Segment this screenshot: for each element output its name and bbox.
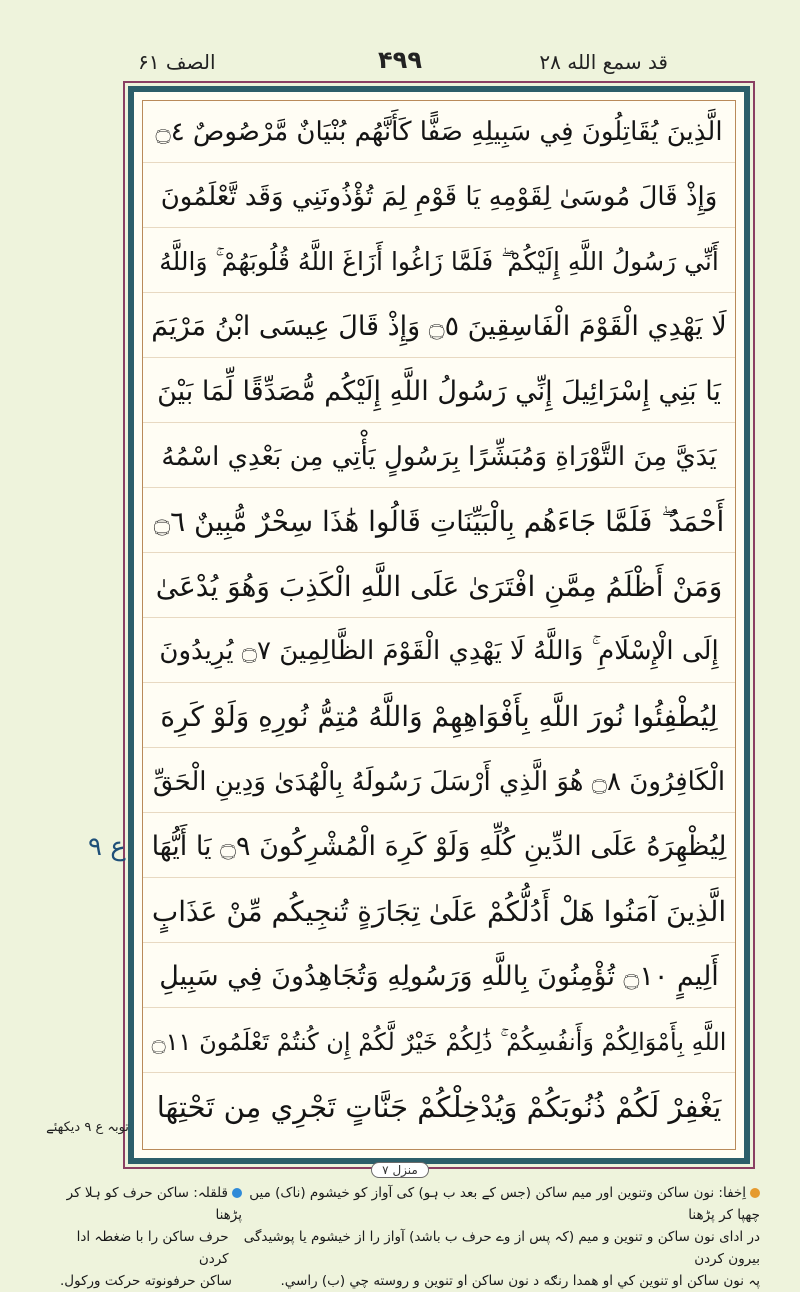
- verse-line: أَحْمَدُ ۖ فَلَمَّا جَاءَهُم بِالْبَيِّنَاتِ قَالُوا هَٰذَا سِحْرٌ مُّبِينٌ ۝٦: [143, 491, 735, 553]
- verse-line: يَا بَنِي إِسْرَائِيلَ إِنِّي رَسُولُ اللَّهِ إِلَيْكُم مُّصَدِّقًا لِّمَا بَيْنَ: [143, 361, 735, 423]
- text-frame: [128, 86, 750, 1164]
- verse-line: يَدَيَّ مِنَ التَّوْرَاةِ وَمُبَشِّرًا بِرَسُولٍ يَأْتِي مِن بَعْدِي اسْمُهُ: [143, 426, 735, 488]
- verse-line: إِلَى الْإِسْلَامِ ۚ وَاللَّهُ لَا يَهْدِي الْقَوْمَ الظَّالِمِينَ ۝٧ يُرِيدُونَ: [143, 621, 735, 683]
- verse-line: وَإِذْ قَالَ مُوسَىٰ لِقَوْمِهِ يَا قَوْمِ لِمَ تُؤْذُونَنِي وَقَد تَّعْلَمُونَ: [143, 166, 735, 228]
- ruku-marker: ع ۹: [88, 832, 126, 862]
- verse-line: وَمَنْ أَظْلَمُ مِمَّنِ افْتَرَىٰ عَلَى اللَّهِ الْكَذِبَ وَهُوَ يُدْعَىٰ: [143, 556, 735, 618]
- verse-line: الَّذِينَ آمَنُوا هَلْ أَدُلُّكُمْ عَلَىٰ تِجَارَةٍ تُنجِيكُم مِّنْ عَذَابٍ: [143, 881, 735, 943]
- ikhfa-dot-icon: [750, 1188, 760, 1198]
- ikhfa-note-pashto: پہ نون ساکن او تنوین کي او همدا رنګه د نون ساکن او تنوین و روسته چي (ب) راسي.: [280, 1273, 760, 1289]
- qalqala-note: قلقلہ: ساکن حرف کو ہلا کر پڑھنا: [66, 1185, 242, 1223]
- verse-line: الَّذِينَ يُقَاتِلُونَ فِي سَبِيلِهِ صَفًّا كَأَنَّهُم بُنْيَانٌ مَّرْصُوصٌ ۝٤: [143, 101, 735, 163]
- verse-line: لَا يَهْدِي الْقَوْمَ الْفَاسِقِينَ ۝٥ وَإِذْ قَالَ عِيسَى ابْنُ مَرْيَمَ: [143, 296, 735, 358]
- page-number: ۴۹۹: [378, 46, 422, 74]
- verse-area: [142, 100, 736, 1150]
- verse-line: يَغْفِرْ لَكُمْ ذُنُوبَكُمْ وَيُدْخِلْكُمْ جَنَّاتٍ تَجْرِي مِن تَحْتِهَا: [156, 1089, 722, 1124]
- qalqala-dot-icon: [232, 1188, 242, 1198]
- tajweed-footnotes: [60, 1182, 760, 1289]
- verse-line: لِيُظْهِرَهُ عَلَى الدِّينِ كُلِّهِ وَلَوْ كَرِهَ الْمُشْرِكُونَ ۝٩ يَا أَيُّهَا: [143, 816, 735, 878]
- verse-line: الْكَافِرُونَ ۝٨ هُوَ الَّذِي أَرْسَلَ رَسُولَهُ بِالْهُدَىٰ وَدِينِ الْحَقِّ: [143, 751, 735, 813]
- verse-line: أَلِيمٍ ۝١٠ تُؤْمِنُونَ بِاللَّهِ وَرَسُولِهِ وَتُجَاهِدُونَ فِي سَبِيلِ: [143, 946, 735, 1008]
- qalqala-note-persian: حرف ساکن را با ضغطہ ادا کردن: [76, 1229, 229, 1267]
- manzil-label: منزل ۷: [0, 1162, 800, 1178]
- ikhfa-note-persian: در ادای نون ساکن و تنوین و میم (کہ پس از وے حرف ب باشد) آواز را از خیشوم یا پوشیدگی بیرون کردن: [243, 1229, 760, 1267]
- page-header: [120, 40, 680, 80]
- verse-line: اللَّهِ بِأَمْوَالِكُمْ وَأَنفُسِكُمْ ۚ ذَٰلِكُمْ خَيْرٌ لَّكُمْ إِن كُنتُمْ تَعْلَمُونَ ۝١١: [143, 1011, 735, 1073]
- verse-line: أَنِّي رَسُولُ اللَّهِ إِلَيْكُمْ ۖ فَلَمَّا زَاغُوا أَزَاغَ اللَّهُ قُلُوبَهُمْ ۚ وَاللَّهُ: [143, 231, 735, 293]
- qalqala-note-pashto: ساکن حرفونوته حرکت ورکول.: [60, 1273, 232, 1289]
- juz-name: قد سمع الله ۲۸: [539, 50, 668, 74]
- margin-note: توبہ ع ۹ دیکھئے: [46, 1120, 129, 1135]
- ikhfa-note: اِخفا: نون ساکن وتنوین اور میم ساکن (جس کے بعد ب ہو) کی آواز کو خیشوم (ناک) میں چھپا کر پڑھنا: [249, 1185, 760, 1223]
- surah-name: الصف ۶۱: [138, 50, 216, 74]
- verse-line: لِيُطْفِئُوا نُورَ اللَّهِ بِأَفْوَاهِهِمْ وَاللَّهُ مُتِمُّ نُورِهِ وَلَوْ كَرِهَ: [143, 686, 735, 748]
